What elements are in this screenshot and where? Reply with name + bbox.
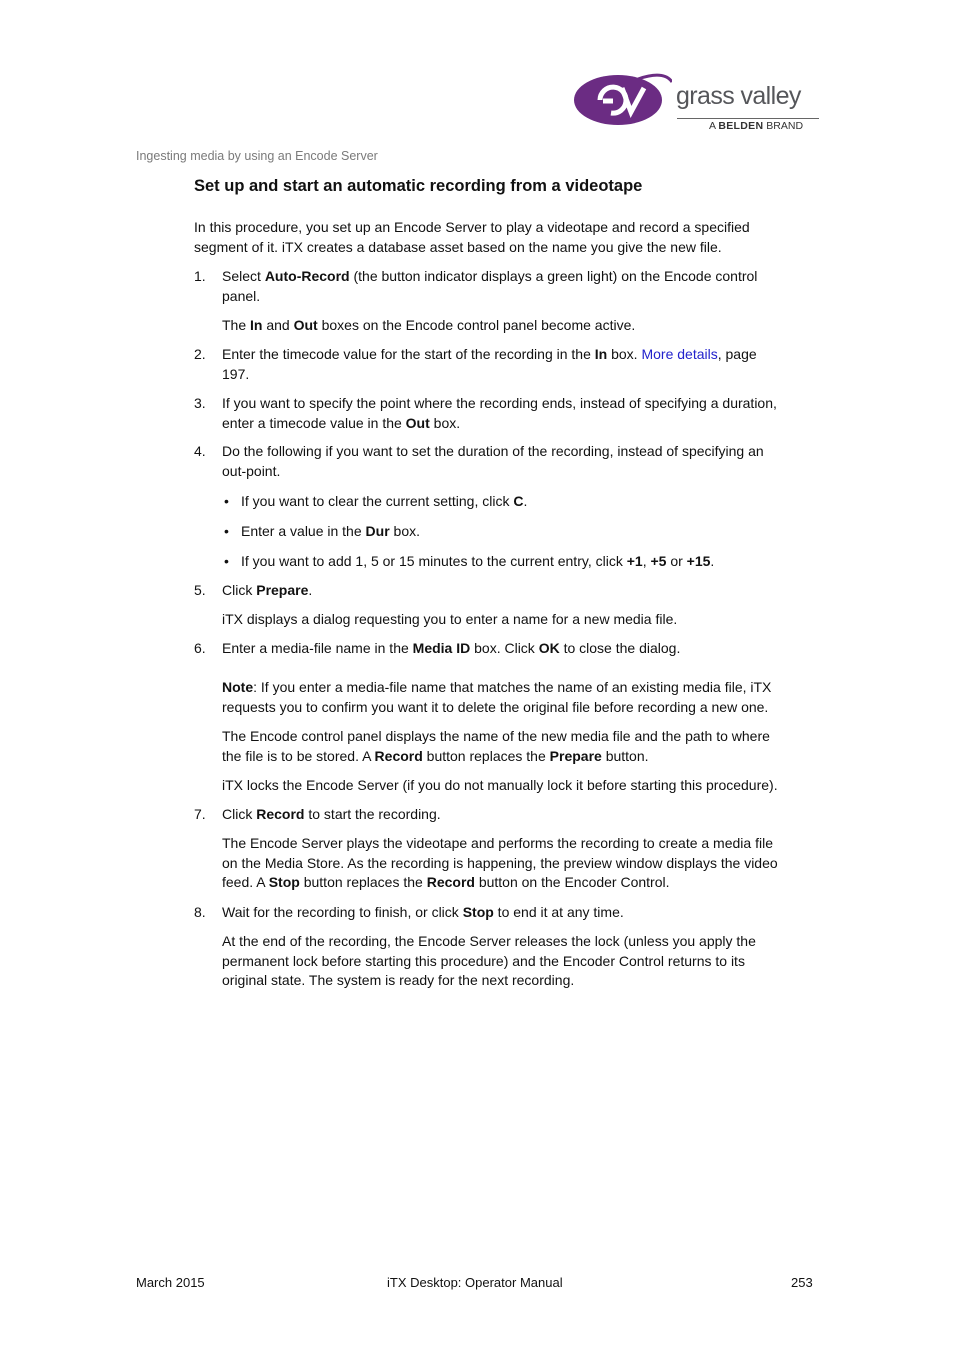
step-line: Do the following if you want to set the duration of the recording, instead of specifying an [222,443,764,459]
footer-manual-title: iTX Desktop: Operator Manual [387,1275,563,1290]
step-line: enter a timecode value in the Out box. [222,414,461,431]
step-number: 2. [194,346,206,362]
logo-tagline [709,120,803,132]
step-line: requests you to confirm you want it to delete the original file before recording a new one. [222,698,769,715]
logo-divider [677,118,819,119]
step-6-result [222,727,770,766]
step-line: 197. [222,365,250,382]
step-number: 5. [194,582,206,598]
section-title: Set up and start an automatic recording from a videotape [194,177,643,195]
step-1-text [222,267,757,306]
footer-page-number: 253 [791,1275,813,1290]
bullet-icon: • [224,523,229,539]
bullet-item: Enter a value in the Dur box. [241,523,421,539]
step-line: original state. The system is ready for the next recording. [222,972,575,989]
step-line: panel. [222,287,261,304]
step-4-text [222,442,764,481]
intro-line: segment of it. iTX creates a database asset based on the name you give the new file. [194,238,722,255]
bullet-item: If you want to add 1, 5 or 15 minutes to the current entry, click +1, +5 or +15. [241,553,715,569]
more-details-link[interactable]: More details [641,346,718,362]
step-1-result: The In and Out boxes on the Encode control panel become active. [222,317,636,333]
grass-valley-emblem-icon [572,70,672,128]
step-line: out-point. [222,462,281,479]
step-6-lock-text: iTX locks the Encode Server (if you do not manually lock it before starting this procedure). [222,777,778,793]
step-5-result: iTX displays a dialog requesting you to enter a name for a new media file. [222,611,678,627]
step-line: on the Media Store. As the recording is happening, the preview window displays the video [222,854,778,871]
bullet-icon: • [224,493,229,509]
step-number: 1. [194,268,206,284]
step-number: 3. [194,395,206,411]
bullet-item: If you want to clear the current setting, click C. [241,493,528,509]
step-line: Select Auto-Record (the button indicator displays a green light) on the Encode control [222,268,758,284]
logo-wordmark: grass valley [676,82,801,110]
step-line: Note: If you enter a media-file name that matches the name of an existing media file, iTX [222,679,772,695]
logo-tag-suffix: BRAND [766,120,804,132]
step-line: The Encode control panel displays the name of the new media file and the path to where [222,728,770,744]
step-2-text [222,345,757,384]
step-line: permanent lock before starting this procedure) and the Encoder Control returns to its [222,952,745,969]
note-paragraph [222,678,771,717]
bullet-icon: • [224,553,229,569]
logo-tag-prefix: A [709,120,716,132]
step-8-text: Wait for the recording to finish, or click Stop to end it at any time. [222,904,624,920]
step-5-text: Click Prepare. [222,582,313,598]
step-number: 4. [194,443,206,459]
breadcrumb: Ingesting media by using an Encode Server [136,149,378,163]
step-number: 7. [194,806,206,822]
grass-valley-logo [572,70,822,134]
intro-paragraph [194,218,750,257]
logo-tag-brand: BELDEN [718,120,764,132]
intro-line: In this procedure, you set up an Encode Server to play a videotape and record a specified [194,219,750,235]
step-number: 8. [194,904,206,920]
step-3-text [222,394,777,433]
step-line: At the end of the recording, the Encode Server releases the lock (unless you apply the [222,933,756,949]
step-6-text: Enter a media-file name in the Media ID box. Click OK to close the dialog. [222,640,681,656]
step-7-result [222,834,778,893]
step-line: If you want to specify the point where the recording ends, instead of specifying a duration, [222,395,777,411]
step-7-text: Click Record to start the recording. [222,806,441,822]
step-line: Enter the timecode value for the start of the recording in the In box. More details, page [222,346,757,362]
step-line: feed. A Stop button replaces the Record button on the Encoder Control. [222,874,670,891]
step-line: The Encode Server plays the videotape and performs the recording to create a media file [222,835,773,851]
footer-date: March 2015 [136,1275,205,1290]
step-line: the file is to be stored. A Record button replaces the Prepare button. [222,747,649,764]
step-number: 6. [194,640,206,656]
step-8-result [222,932,756,991]
